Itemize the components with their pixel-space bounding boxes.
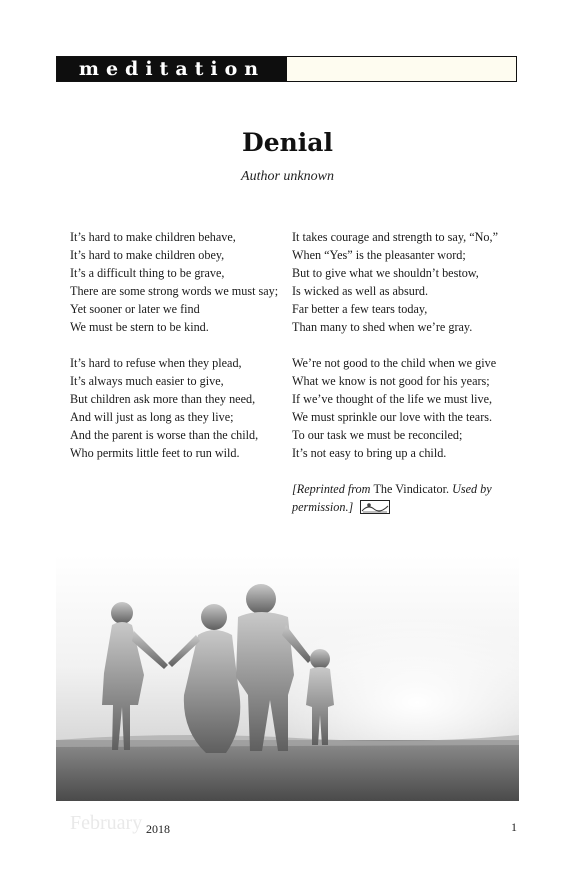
right-column	[292, 228, 518, 516]
stanza	[70, 228, 290, 336]
poem-line: Yet sooner or later we find	[70, 302, 200, 316]
poem-line: We must sprinkle our love with the tears.	[292, 410, 493, 424]
poem-line: Is wicked as well as absurd.	[292, 284, 429, 298]
end-mark-icon	[360, 500, 390, 514]
poem-author: Author unknown	[241, 169, 334, 184]
poem-line: It’s hard to refuse when they plead,	[70, 356, 242, 370]
left-column	[70, 228, 290, 480]
footer-year: 2018	[146, 822, 170, 836]
poem-line: And the parent is worse than the child,	[70, 428, 259, 442]
poem-line: But children ask more than they need,	[70, 392, 256, 406]
poem-line: Far better a few tears today,	[292, 302, 428, 316]
section-label: meditation	[57, 57, 287, 81]
poem-line: We must be stern to be kind.	[70, 320, 209, 334]
credit-prefix: [Reprinted from	[292, 482, 374, 496]
poem-line: It’s hard to make children obey,	[70, 248, 225, 262]
stanza	[292, 354, 518, 462]
credit-source: The Vindicator.	[373, 482, 450, 496]
family-silhouette-photo	[56, 555, 519, 801]
poem-line: To our task we must be reconciled;	[292, 428, 463, 442]
poem-line: What we know is not good for his years;	[292, 374, 490, 388]
header-fill	[287, 57, 516, 81]
poem-line: It’s not easy to bring up a child.	[292, 446, 447, 460]
section-header	[56, 56, 517, 82]
poem-line: Than many to shed when we’re gray.	[292, 320, 473, 334]
poem-title: Denial	[242, 128, 333, 157]
poem-line: It’s a difficult thing to be grave,	[70, 266, 225, 280]
stanza	[70, 354, 290, 462]
poem-line: When “Yes” is the pleasanter word;	[292, 248, 466, 262]
poem-line: But to give what we shouldn’t bestow,	[292, 266, 479, 280]
poem-line: We’re not good to the child when we give	[292, 356, 497, 370]
page-number: 1	[511, 820, 517, 834]
credit-suffix: Used by permission.]	[292, 482, 492, 514]
poem-line: It’s hard to make children behave,	[70, 230, 236, 244]
poem-line: It takes courage and strength to say, “No,”	[292, 230, 498, 244]
poem-line: Who permits little feet to run wild.	[70, 446, 240, 460]
poem-line: It’s always much easier to give,	[70, 374, 224, 388]
reprint-credit	[292, 480, 518, 516]
poem-line: There are some strong words we must say;	[70, 284, 279, 298]
stanza	[292, 228, 518, 336]
poem-line: And will just as long as they live;	[70, 410, 234, 424]
poem-line: If we’ve thought of the life we must live,	[292, 392, 493, 406]
footer-month: February	[70, 812, 143, 834]
